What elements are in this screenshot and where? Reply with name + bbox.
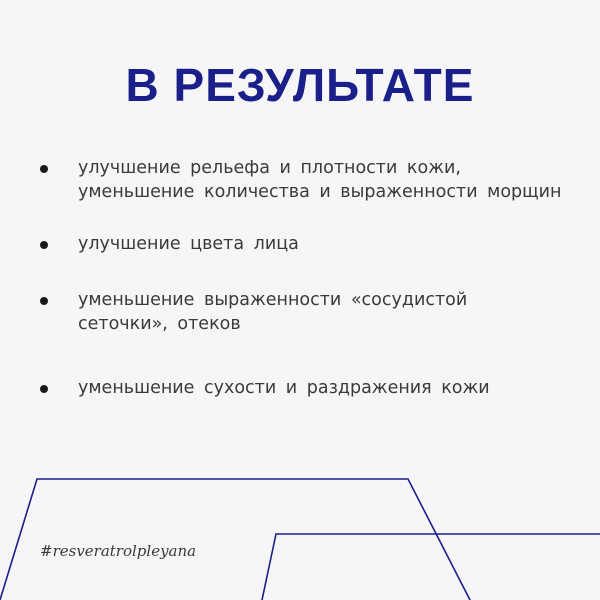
list-item-line: улучшение цвета лица bbox=[78, 234, 299, 254]
list-item-line: сеточки», отеков bbox=[78, 314, 241, 334]
page-title: В РЕЗУЛЬТАТЕ bbox=[125, 59, 475, 111]
list-item-line: уменьшение выраженности «сосудистой bbox=[78, 290, 468, 310]
list-item-line: уменьшение количества и выраженности морщин bbox=[78, 182, 562, 202]
decorative-line-right bbox=[262, 534, 600, 600]
decorative-line-left bbox=[0, 479, 470, 600]
hashtag: #resveratrolpleyana bbox=[40, 542, 197, 560]
list-item-line: уменьшение сухости и раздражения кожи bbox=[78, 378, 490, 398]
list-item-line: улучшение рельефа и плотности кожи, bbox=[78, 158, 461, 178]
